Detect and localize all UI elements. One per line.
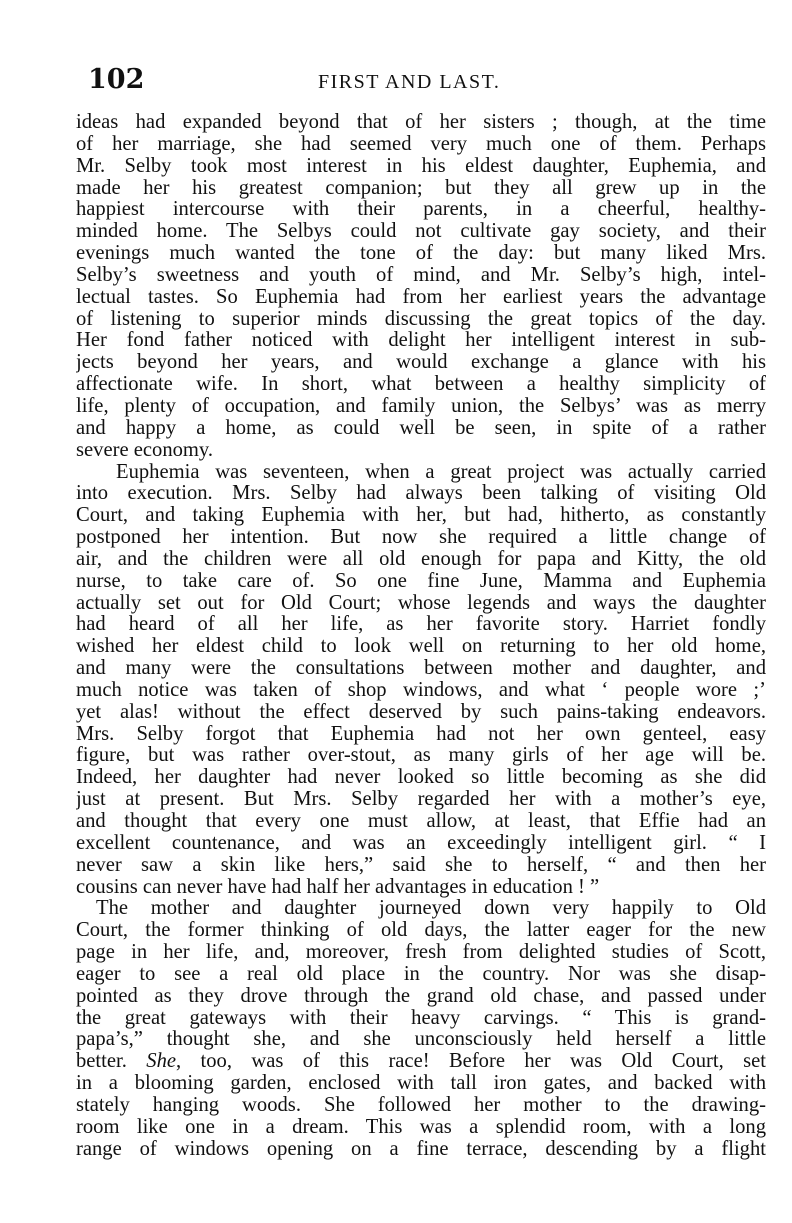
text-line: pointed as they drove through the grand old chase, and passed under xyxy=(76,985,766,1007)
text-line: Her fond father noticed with delight her intelligent interest in sub- xyxy=(76,330,766,352)
text-line: eager to see a real old place in the country. Nor was she disap- xyxy=(76,963,766,985)
text-line: made her his greatest companion; but they all grew up in the xyxy=(76,177,766,199)
text-line: actually set out for Old Court; whose legends and ways the daughter xyxy=(76,592,766,614)
page-number: 102 xyxy=(88,64,145,95)
text-line: happiest intercourse with their parents, in a cheerful, healthy- xyxy=(76,199,766,221)
text-line: lectual tastes. So Euphemia had from her earliest years the advantage xyxy=(76,286,766,308)
text-line: Selby’s sweetness and youth of mind, and Mr. Selby’s high, intel- xyxy=(76,264,766,286)
italic-word: She xyxy=(146,1051,177,1073)
text-line: papa’s,” thought she, and she unconsciously held herself a little xyxy=(76,1029,766,1051)
text-line: figure, but was rather over-stout, as many girls of her age will be. xyxy=(76,745,766,767)
text-line: and thought that every one must allow, at least, that Effie had an xyxy=(76,811,766,832)
text-line: Mr. Selby took most interest in his eldest daughter, Euphemia, and xyxy=(76,155,766,177)
text-line: stately hanging woods. She followed her mother to the drawing- xyxy=(76,1094,766,1116)
running-title: FIRST AND LAST. xyxy=(318,71,501,93)
paragraph-start-line: Euphemia was seventeen, when a great project was actually carried xyxy=(116,461,766,483)
text-line: of listening to superior minds discussing the great topics of the day. xyxy=(76,308,766,330)
text-line: air, and the children were all old enough for papa and Kitty, the old xyxy=(76,548,766,570)
text-line: never saw a skin like hers,” said she to herself, “ and then her xyxy=(76,854,766,876)
text-line: postponed her intention. But now she required a little change of xyxy=(76,527,766,549)
text-line: in a blooming garden, enclosed with tall iron gates, and backed with xyxy=(76,1073,766,1095)
text-line: had heard of all her life, as her favorite story. Harriet fondly xyxy=(76,614,766,636)
text-line: page in her life, and, moreover, fresh from delighted studies of Scott, xyxy=(76,942,766,964)
text-line: ideas had expanded beyond that of her sisters ; though, at the time xyxy=(76,112,766,133)
text-line-mixed xyxy=(76,1051,766,1073)
text-line: range of windows opening on a fine terrace, descending by a flight xyxy=(76,1138,766,1160)
body-text xyxy=(76,112,766,1161)
paragraph-start-line: The mother and daughter journeyed down very happily to Old xyxy=(96,898,766,920)
page-header xyxy=(88,60,768,100)
text-line: Court, and taking Euphemia with her, but had, hitherto, as constantly xyxy=(76,505,766,527)
text-line: Mrs. Selby forgot that Euphemia had not her own genteel, easy xyxy=(76,723,766,745)
text-line: Court, the former thinking of old days, the latter eager for the new xyxy=(76,920,766,942)
text-line: and happy a home, as could well be seen, in spite of a rather xyxy=(76,417,766,439)
text-line: room like one in a dream. This was a splendid room, with a long xyxy=(76,1116,766,1138)
text-line: yet alas! without the effect deserved by such pains-taking endeavors. xyxy=(76,701,766,723)
text-line: and many were the consultations between mother and daughter, and xyxy=(76,658,766,680)
text-line: cousins can never have had half her advantages in education ! ” xyxy=(76,875,600,898)
text-line: nurse, to take care of. So one fine June, Mamma and Euphemia xyxy=(76,570,766,592)
text-line: the great gateways with their heavy carvings. “ This is grand- xyxy=(76,1007,766,1029)
text-line: life, plenty of occupation, and family union, the Selbys’ was as merry xyxy=(76,395,766,417)
text-line: jects beyond her years, and would exchange a glance with his xyxy=(76,352,766,374)
text-line: wished her eldest child to look well on returning to her old home, xyxy=(76,636,766,658)
text-line: evenings much wanted the tone of the day: but many liked Mrs. xyxy=(76,243,766,265)
text-line: of her marriage, she had seemed very much one of them. Perhaps xyxy=(76,133,766,155)
text-fragment: , too, was of this race! Before her was Old Court, set xyxy=(176,1051,766,1073)
text-line: much notice was taken of shop windows, and what ‘ people wore ;’ xyxy=(76,679,766,701)
text-line: severe economy. xyxy=(76,438,214,461)
text-line: just at present. But Mrs. Selby regarded her with a mother’s eye, xyxy=(76,789,766,811)
text-line: excellent countenance, and was an exceedingly intelligent girl. “ I xyxy=(76,832,766,854)
text-line: affectionate wife. In short, what between a healthy simplicity of xyxy=(76,374,766,396)
text-line: Indeed, her daughter had never looked so little becoming as she did xyxy=(76,767,766,789)
text-fragment: better. xyxy=(76,1051,147,1073)
text-line: into execution. Mrs. Selby had always been talking of visiting Old xyxy=(76,483,766,505)
text-line: minded home. The Selbys could not cultivate gay society, and their xyxy=(76,221,766,243)
